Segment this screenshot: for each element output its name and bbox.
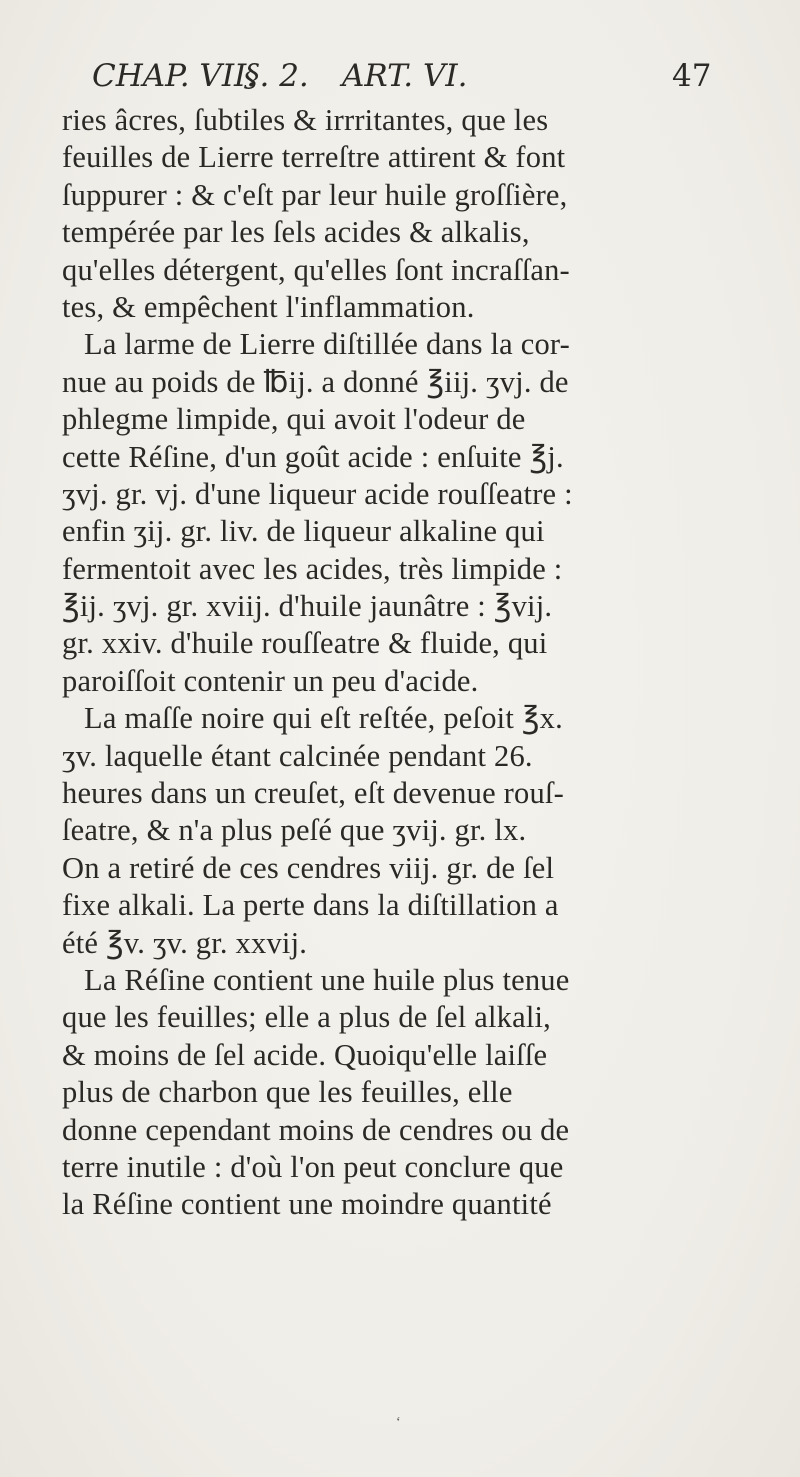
text-line: La maſſe noire qui eſt reſtée, peſoit ℥x. xyxy=(84,701,563,736)
text-line: On a retiré de ces cendres viij. gr. de ſel xyxy=(62,850,555,885)
body-text xyxy=(62,102,732,1224)
header-chapter: CHAP. VII. xyxy=(92,58,257,94)
text-line: enfin ʒij. gr. liv. de liqueur alkaline qui xyxy=(62,514,545,549)
text-line: paroiſſoit contenir un peu d'acide. xyxy=(62,663,479,698)
text-line: qu'elles détergent, qu'elles ſont incraſſan- xyxy=(62,252,570,287)
text-line: plus de charbon que les feuilles, elle xyxy=(62,1075,513,1110)
text-line: ſeatre, & n'a plus peſé que ʒvij. gr. lx. xyxy=(62,813,527,848)
text-line: terre inutile : d'où l'on peut conclure que xyxy=(62,1149,564,1184)
text-line: ries âcres, ſubtiles & irrritantes, que les xyxy=(62,103,549,137)
text-line: fermentoit avec les acides, très limpide : xyxy=(62,551,563,586)
text-line: heures dans un creuſet, eſt devenue rouſ- xyxy=(62,776,564,811)
header-article: ART. VI. xyxy=(342,58,468,94)
text-line: tempérée par les ſels acides & alkalis, xyxy=(62,215,530,250)
text-line: phlegme limpide, qui avoit l'odeur de xyxy=(62,402,526,437)
text-line: ʒv. laquelle étant calcinée pendant 26. xyxy=(62,738,533,773)
text-line: donne cependant moins de cendres ou de xyxy=(62,1112,570,1147)
page-number: 47 xyxy=(672,58,712,94)
running-header xyxy=(92,58,712,102)
text-line: la Réſine contient une moindre quantité xyxy=(62,1187,552,1222)
header-section: §. 2. xyxy=(244,58,309,94)
text-line: feuilles de Lierre terreſtre attirent & font xyxy=(62,140,566,175)
text-line: & moins de ſel acide. Quoiqu'elle laiſſe xyxy=(62,1037,548,1072)
text-line: tes, & empêchent l'inflammation. xyxy=(62,289,475,324)
text-line: gr. xxiv. d'huile rouſſeatre & fluide, qui xyxy=(62,626,548,661)
text-line: été ℥v. ʒv. gr. xxvij. xyxy=(62,925,308,960)
text-line: nue au poids de ℔ij. a donné ℥iij. ʒvj. de xyxy=(62,364,569,399)
text-line: que les feuilles; elle a plus de ſel alkali, xyxy=(62,1000,552,1035)
text-line: ℥ij. ʒvj. gr. xviij. d'huile jaunâtre : ℥vij. xyxy=(62,589,553,624)
text-line: ſuppurer : & c'eſt par leur huile groſſière, xyxy=(62,177,568,212)
text-line: ʒvj. gr. vj. d'une liqueur acide rouſſeatre : xyxy=(62,476,573,511)
text-line: cette Réſine, d'un goût acide : enſuite ℥j. xyxy=(62,439,564,474)
text-line: fixe alkali. La perte dans la diſtillation a xyxy=(62,888,559,923)
text-line: La Réſine contient une huile plus tenue xyxy=(84,962,570,997)
text-line: La larme de Lierre diſtillée dans la cor- xyxy=(84,327,571,362)
footer-mark: ʻ xyxy=(396,1415,401,1430)
